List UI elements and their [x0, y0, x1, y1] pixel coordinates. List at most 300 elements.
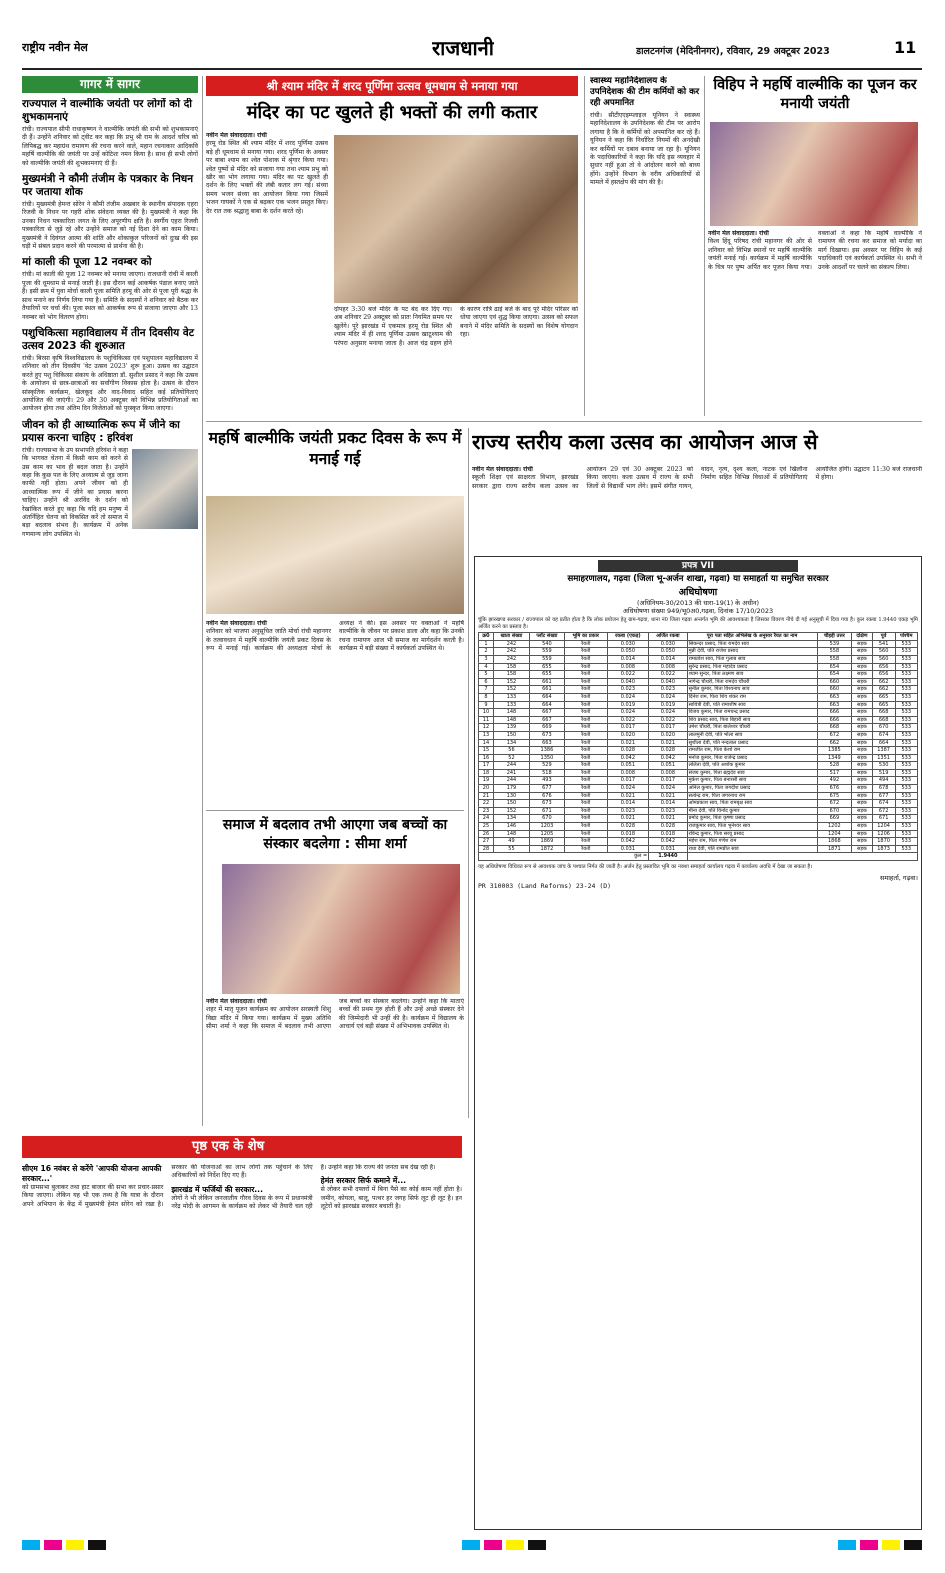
notice-table-cell: 179	[493, 785, 529, 793]
notice-table-cell: 0.023	[607, 807, 649, 815]
top-story-body-2: दोपहर 3:30 बजे मंदिर के पट बंद कर दिए गए। अब शनिवार 29 अक्टूबर को प्रातः नियमित समय पर खुलेंगे। पूरे झारखंड में एकमात्र हरमू रोड स्थित श्री श्याम मंदिर में ही शरद पूर्णिमा उत्सव खाटूश्याम की परंपरा अनुसार मनाया जाता है। आज चंद्र ग्रहण होने के कारण रात्रि ढाई बजे के बाद पूरे मंदिर परिसर को धोया जाएगा एवं शुद्ध किया जाएगा। उत्सव को सफल बनाने में मंदिर समिति के सदस्यों का विशेष योगदान रहा।	[334, 306, 578, 347]
notice-table-cell: सड़क	[852, 640, 873, 648]
notice-table-row	[479, 785, 918, 793]
notice-table-cell: 665	[872, 701, 895, 709]
notice-table-cell: 24	[479, 815, 494, 823]
notice-table-cell: 4	[479, 663, 494, 671]
notice-table-cell: 28	[479, 845, 494, 853]
notice-table-cell: सड़क	[852, 678, 873, 686]
notice-table-row	[479, 739, 918, 747]
notice-table-cell: 0.024	[649, 785, 687, 793]
notice-table-cell: 0.008	[607, 663, 649, 671]
notice-table-cell: रैयती	[564, 830, 607, 838]
notice-table-cell: 663	[529, 739, 564, 747]
byline: नवीन मेल संवाददाता। रांची	[708, 230, 769, 237]
notice-table-cell: उमेश चौधरी, पिता बालेश्वर चौधरी	[687, 724, 817, 732]
notice-table-row	[479, 792, 918, 800]
notice-table-cell: सड़क	[852, 739, 873, 747]
continuation-banner: पृष्ठ एक के शेष	[22, 1136, 462, 1158]
notice-table-cell: 671	[529, 807, 564, 815]
notice-table-cell: सड़क	[852, 747, 873, 755]
notice-table-cell: राजकुमार साव, पिता भुनेश्वर साव	[687, 823, 817, 831]
notice-table-cell: सड़क	[852, 823, 873, 831]
notice-table-cell: 533	[895, 792, 917, 800]
registration-mark-cyan	[22, 1540, 40, 1550]
registration-mark-black	[528, 1540, 546, 1550]
story-text: शहर में मातृ पूजन कार्यक्रम का आयोजन सरस्वती शिशु विद्या मंदिर में किया गया। कार्यक्रम में मुख्य अतिथि सीमा शर्मा ने कहा कि समाज में बदलाव तभी आएगा जब बच्चों का संस्कार बदलेगा। उन्होंने कहा कि माताएं बच्चों की प्रथम गुरु होती हैं और उन्हें अच्छे संस्कार देने की जिम्मेदारी भी उन्हीं की है। कार्यक्रम में विद्यालय के आचार्य एवं बड़ी संख्या में अभिभावक उपस्थित थे।	[206, 998, 464, 1031]
notice-table-cell: 528	[817, 762, 852, 770]
notice-table-cell: 540	[529, 640, 564, 648]
notice-table-cell: 493	[529, 777, 564, 785]
col-header: दक्षिण	[852, 633, 873, 641]
notice-office: समाहरणालय, गढ़वा (जिला भू-अर्जन शाखा, गढ़वा) या समाहर्ता या समुचित सरकार	[567, 574, 829, 584]
notice-table-cell: 533	[895, 663, 917, 671]
notice-table-cell: 670	[817, 807, 852, 815]
col-header: अर्जित रकबा	[649, 633, 687, 641]
notice-table-row	[479, 709, 918, 717]
notice-table-cell: 0.019	[649, 701, 687, 709]
notice-table-cell: सड़क	[852, 777, 873, 785]
notice-table-row	[479, 701, 918, 709]
sanskar-photo	[222, 864, 460, 994]
notice-table-cell: सड़क	[852, 754, 873, 762]
notice-table-row	[479, 769, 918, 777]
continuation-column	[22, 1164, 462, 1526]
column-rule	[584, 76, 585, 416]
notice-table-cell: सुशीला देवी, पति नन्दलाल प्रसाद	[687, 739, 817, 747]
notice-table-cell: सड़क	[852, 686, 873, 694]
notice-table-cell: सड़क	[852, 769, 873, 777]
notice-table-cell: सड़क	[852, 800, 873, 808]
sanskar-body	[206, 998, 464, 1118]
notice-table-cell: रैयती	[564, 640, 607, 648]
kala-headline: राज्य स्तरीय कला उत्सव का आयोजन आज से	[472, 430, 818, 454]
notice-table-cell: 661	[529, 686, 564, 694]
notice-table-cell: 0.050	[649, 648, 687, 656]
notice-table-cell: सड़क	[852, 693, 873, 701]
notice-table-cell: 21	[479, 792, 494, 800]
notice-table-cell: रैयती	[564, 724, 607, 732]
notice-table-cell: 0.028	[607, 823, 649, 831]
notice-table-cell: 656	[872, 663, 895, 671]
notice-table-cell: 533	[895, 800, 917, 808]
brief-3	[22, 256, 198, 321]
notice-table-cell: रैयती	[564, 769, 607, 777]
notice-table-cell: 244	[493, 777, 529, 785]
continuation-body: को ग्रामसभा बुलाकर तथा हाट बाजार की सभा कर प्रचार-प्रसार किया जाएगा। लेकिन यह भी एक तथ्य है कि यात्रा के दौरान अपने अभियान के केंद्र में मुख्यमंत्री हेमंत सोरेन को रखा है। सरकार की योजनाओं का लाभ लोगों तक पहुंचाने के लिए अधिकारियों को निर्देश दिए गए हैं।	[22, 1164, 313, 1208]
notice-table-cell: 674	[872, 731, 895, 739]
registration-mark-magenta	[860, 1540, 878, 1550]
notice-table-cell: 1	[479, 640, 494, 648]
brief-body: रांची। बिरसा कृषि विश्वविद्यालय के पशुचिकित्सा एवं पशुपालन महाविद्यालय में शनिवार को तीन दिवसीय 'वेट उत्सव 2023' शुरू हुआ। उत्सव का उद्घाटन करते हुए पशु चिकित्सा संकाय के अधिष्ठाता डॉ. सुशील प्रसाद ने कहा कि उत्सव के आयोजन से छात्र-छात्राओं का सर्वांगीण विकास होता है। उत्सव के दौरान सांस्कृतिक कार्यक्रम, खेलकूद और वाद-विवाद सहित कई प्रतियोगिताएं आयोजित की जाएंगी। 29 और 30 अक्टूबर को विभिन्न प्रतियोगिताओं का आयोजन होगा तथा अंतिम दिन विजेताओं को पुरस्कृत किया जाएगा।	[22, 354, 198, 413]
notice-table-cell: 1868	[817, 838, 852, 846]
notice-table-cell: 533	[895, 807, 917, 815]
notice-table-cell: 675	[817, 792, 852, 800]
notice-table-cell: 533	[895, 655, 917, 663]
notice-table-cell: 0.024	[607, 709, 649, 717]
notice-table-cell: सड़क	[852, 838, 873, 846]
brief-headline: जीवन को ही आध्यात्मिक रूप में जीने का प्रयास करना चाहिए : हरिवंश	[22, 418, 180, 444]
notice-table-cell: नागेन्द्र चौधरी, पिता रामदेव चौधरी	[687, 678, 817, 686]
notice-table-cell: 2	[479, 648, 494, 656]
notice-table-cell: 672	[817, 800, 852, 808]
byline: नवीन मेल संवाददाता। रांची	[206, 998, 267, 1005]
notice-table-cell: 19	[479, 777, 494, 785]
registration-mark-black	[88, 1540, 106, 1550]
notice-table-body	[479, 640, 918, 853]
notice-table-cell: 671	[872, 815, 895, 823]
notice-table-header	[479, 633, 918, 641]
col-header: प्लॉट संख्या	[529, 633, 564, 641]
notice-table-row	[479, 693, 918, 701]
notice-table-cell: 242	[493, 648, 529, 656]
notice-table-cell: दिनेश राम, पिता शिव शंकर राम	[687, 693, 817, 701]
notice-table-cell: सिकन्दर प्रसाद, पिता रामदेव साव	[687, 640, 817, 648]
notice-table-cell: 672	[872, 807, 895, 815]
notice-table-cell: शिव प्रसाद साव, पिता बिहारी साव	[687, 716, 817, 724]
notice-table-cell: रैयती	[564, 655, 607, 663]
col-header: पूर्व	[872, 633, 895, 641]
notice-table-cell: 559	[529, 648, 564, 656]
notice-table-cell: 494	[872, 777, 895, 785]
health-body: रांची। सीटीएएइम्प्लाइज यूनियन ने स्वास्थ्य महानिदेशालय के उपनिदेशक की टीम पर आरोप लगाया है कि वे कर्मियों को अपमानित कर रहे हैं। यूनियन ने कहा कि निर्धारित नियमों की अनदेखी कर कर्मियों पर दबाव बनाया जा रहा है। यूनियन के पदाधिकारियों ने कहा कि यदि इस व्यवहार में सुधार नहीं हुआ तो वे आंदोलन करने को बाध्य होंगे। उन्होंने विभाग के वरीय अधिकारियों से मामले में हस्तक्षेप की मांग की है।	[590, 112, 700, 187]
notice-table-cell: 0.021	[607, 792, 649, 800]
notice-table-cell: 677	[872, 792, 895, 800]
notice-table-cell: 676	[529, 792, 564, 800]
registration-mark-magenta	[484, 1540, 502, 1550]
notice-table-cell: 0.021	[649, 815, 687, 823]
notice-table-cell: रैयती	[564, 807, 607, 815]
col-header: खाता संख्या	[493, 633, 529, 641]
notice-table-cell: 1202	[817, 823, 852, 831]
notice-signatory: समाहर्ता, गढ़वा।	[879, 873, 918, 882]
notice-table-cell: 533	[895, 671, 917, 679]
notice-table-cell: 666	[817, 709, 852, 717]
notice-table-cell: 0.014	[607, 800, 649, 808]
notice-table-cell: 0.030	[649, 640, 687, 648]
notice-table-cell: 8	[479, 693, 494, 701]
notice-table-cell: 22	[479, 800, 494, 808]
notice-table-cell: संजय कुमार, पिता ब्रह्मदेव साव	[687, 769, 817, 777]
notice-act: (अधिनियम-30/2013 की धारा-19(1) के अधीन)	[636, 599, 760, 607]
notice-table-cell: सुरेन्द्र प्रसाद, पिता महादेव प्रसाद	[687, 663, 817, 671]
notice-table-cell: 530	[872, 762, 895, 770]
notice-table-cell: 663	[817, 693, 852, 701]
notice-table-cell: 654	[817, 663, 852, 671]
notice-table-cell: 0.022	[607, 671, 649, 679]
notice-table-cell: 23	[479, 807, 494, 815]
notice-table-cell: 663	[817, 701, 852, 709]
notice-table-cell: 0.008	[607, 769, 649, 777]
total-value: 1.9440	[649, 853, 687, 861]
notice-table-cell: 533	[895, 739, 917, 747]
notice-table-cell: 669	[817, 815, 852, 823]
continuation-item	[321, 1176, 462, 1211]
notice-table-cell: 664	[872, 739, 895, 747]
notice-table-cell: 0.008	[649, 769, 687, 777]
notice-table-cell: 0.021	[649, 792, 687, 800]
notice-table-cell: 0.021	[607, 739, 649, 747]
brief-headline: राज्यपाल ने वाल्मीकि जयंती पर लोगों को दी शुभकामनाएं	[22, 98, 192, 123]
notice-table-cell: 670	[529, 815, 564, 823]
notice-table-cell: 1204	[872, 823, 895, 831]
notice-table-cell: 662	[872, 686, 895, 694]
notice-table-cell: सड़क	[852, 807, 873, 815]
notice-table-cell: 533	[895, 785, 917, 793]
notice-total-row	[479, 853, 918, 861]
notice-table-cell: सड़क	[852, 648, 873, 656]
notice-table-cell: 656	[872, 671, 895, 679]
notice-table-cell: 529	[529, 762, 564, 770]
notice-table-cell: 6	[479, 678, 494, 686]
notice-table-cell: 0.021	[607, 815, 649, 823]
notice-table-cell: 668	[872, 709, 895, 717]
notice-table-row	[479, 640, 918, 648]
notice-table-cell: 0.023	[607, 686, 649, 694]
notice-table-cell: 677	[529, 785, 564, 793]
notice-table-cell: 13	[479, 731, 494, 739]
notice-table-cell: सड़क	[852, 731, 873, 739]
notice-table-cell: 672	[817, 731, 852, 739]
notice-table-row	[479, 838, 918, 846]
notice-table-row	[479, 845, 918, 853]
notice-table-cell: 0.042	[607, 838, 649, 846]
notice-table-cell: रैयती	[564, 777, 607, 785]
notice-table-cell: 558	[817, 648, 852, 656]
notice-table-cell: 1350	[529, 754, 564, 762]
notice-table-cell: 674	[872, 800, 895, 808]
notice-table-cell: 0.051	[607, 762, 649, 770]
notice-table-cell: 130	[493, 792, 529, 800]
notice-table-cell: 519	[872, 769, 895, 777]
notice-table-cell: 517	[817, 769, 852, 777]
notice-table-row	[479, 731, 918, 739]
land-notice	[474, 556, 922, 1530]
notice-table-row	[479, 716, 918, 724]
notice-table-cell: रैयती	[564, 663, 607, 671]
notice-table-cell: 666	[817, 716, 852, 724]
notice-table-cell: रैयती	[564, 838, 607, 846]
shyam-mandir-photo	[334, 135, 578, 303]
masthead	[22, 30, 922, 70]
notice-table-cell: 1203	[529, 823, 564, 831]
notice-table-cell: 667	[529, 716, 564, 724]
notice-table-cell: 25	[479, 823, 494, 831]
notice-table-cell: रैयती	[564, 815, 607, 823]
notice-table-cell: सड़क	[852, 845, 873, 853]
notice-table-cell: 20	[479, 785, 494, 793]
byline: नवीन मेल संवाददाता। रांची	[472, 466, 533, 473]
notice-table-cell: लालमुनी देवी, पति भोला साव	[687, 731, 817, 739]
continuation-body: से लोकर सभी दफ्तरों में बिना पैसे का कोई काम नहीं होता है। जमीन, कोयला, बालू, पत्थर हर जगह सिर्फ लूट ही लूट है। इन लूटेरों को झारखंड सरकार बचाती है।	[320, 1186, 462, 1211]
notice-table-cell: 533	[895, 693, 917, 701]
notice-table-cell: रैयती	[564, 709, 607, 717]
notice-table-cell: 12	[479, 724, 494, 732]
notice-table-cell: 49	[493, 838, 529, 846]
notice-table-cell: 148	[493, 716, 529, 724]
notice-table-cell: 533	[895, 830, 917, 838]
notice-table-cell: रैयती	[564, 785, 607, 793]
notice-table-cell: 0.028	[607, 747, 649, 755]
notice-table-cell: विजय कुमार, पिता रामचन्द्र प्रसाद	[687, 709, 817, 717]
notice-ref: अधिघोषणा संख्या 949/भू0अ0,गढ़वा, दिनांक 17/10/2023	[622, 607, 774, 615]
column-rule	[202, 76, 203, 1126]
notice-table-cell: 533	[895, 716, 917, 724]
notice-table-cell: रविन्द्र कुमार, पिता सरयू प्रसाद	[687, 830, 817, 838]
continuation-headline: सीएम 16 नवंबर से करेंगे 'आपकी योजना आपकी सरकार...'	[22, 1164, 162, 1183]
brief-body: रांची। राज्यसभा के उप सभापति हरिवंश ने कहा कि भागवत चेतना में किसी काम को करने से उस काम का भाव ही बदल जाता है। उन्होंने कहा कि कुछ पल के लिए अध्यात्म से जुड़ जाना काफी नहीं होता। अपने जीवन को ही आध्यात्मिक रूप में जीने का प्रयास करना चाहिए। उन्होंने श्री अरविंद के दर्शन को रेखांकित करते हुए कहा कि यदि हम मनुष्य में अंतर्निहित चेतना को विकसित करें तो समाज में बड़ा बदलाव संभव है। कार्यक्रम में अनेक गणमान्य लोग उपस्थित थे।	[22, 446, 128, 538]
notice-table-cell: 0.024	[607, 785, 649, 793]
notice-table-row	[479, 655, 918, 663]
column-rule	[468, 428, 469, 1118]
registration-mark-cyan	[462, 1540, 480, 1550]
col-header: भूमि का प्रकार	[564, 633, 607, 641]
notice-table-row	[479, 747, 918, 755]
notice-table-cell: 655	[529, 671, 564, 679]
notice-table-cell: 139	[493, 724, 529, 732]
vhp-photo	[710, 122, 918, 226]
notice-table-cell: रैयती	[564, 686, 607, 694]
health-story	[590, 76, 700, 416]
notice-table-cell: 660	[817, 678, 852, 686]
notice-table-cell: 492	[817, 777, 852, 785]
notice-table-cell: 0.051	[649, 762, 687, 770]
brief-body: रांची। मां काली की पूजा 12 नवम्बर को मनाया जाएगा। राजधानी रांची में काली पूजा की धूमधाम से मनाई जाती है। इस दौरान कई आकर्षक पंडाल बनाए जाते हैं। इसी क्रम में युवा मोर्चा काली पूजा समिति हरमू की ओर से पूजा पूरी श्रद्धा के साथ मनाने का निर्णय लिया गया है। समिति के सदस्यों ने शनिवार को बैठक कर तैयारियों पर चर्चा की। पूजा स्थल को आकर्षक रूप से सजाया जाएगा और 13 नवम्बर को भोग वितरण होगा।	[22, 271, 198, 321]
notice-table-cell: 134	[493, 815, 529, 823]
notice-table-cell: सड़क	[852, 792, 873, 800]
notice-intro: चूंकि झारखण्ड सरकार / राज्यपाल को यह प्रतीत होता है कि लोक प्रयोजन हेतु ग्राम-गढ़वा, थाना नं0 जिला गढ़वा अन्तर्गत भूमि की आवश्यकता है जिसका विवरण नीचे दी गई अनुसूची में दिया गया है। कुल रकबा 1.9440 एकड़ भूमि अर्जित करने का प्रस्ताव है।	[478, 617, 918, 630]
notice-table-cell: 1386	[529, 747, 564, 755]
registration-mark-yellow	[882, 1540, 900, 1550]
notice-table-cell: 1872	[529, 845, 564, 853]
notice-table-cell: 533	[895, 769, 917, 777]
continuation-body: लोगों ने भी लेकिन जनजातीय गौरव दिवस के रूप में प्रधानमंत्री नरेंद्र मोदी के आगमन के कार्यक्रम को लेकर भी तैयारी चल रही है। उन्होंने कहा कि राज्य की जनता सब देख रही है।	[171, 1164, 436, 1211]
notice-table-cell: सत्येन्द्र राम, पिता जगरनाथ राम	[687, 792, 817, 800]
notice-table-cell: मुन्नी देवी, पति राजेश प्रसाद	[687, 648, 817, 656]
notice-table-cell: 26	[479, 830, 494, 838]
notice-table-cell: सड़क	[852, 671, 873, 679]
notice-table-cell: 27	[479, 838, 494, 846]
notice-table-row	[479, 800, 918, 808]
notice-table-cell: 0.018	[607, 830, 649, 838]
notice-table-cell: 1869	[529, 838, 564, 846]
continuation-headline: झारखंड में फर्जियों की सरकार...	[171, 1184, 263, 1194]
notice-table-cell: रैयती	[564, 823, 607, 831]
notice-table-row	[479, 830, 918, 838]
registration-mark-magenta	[44, 1540, 62, 1550]
brief-headline: मां काली की पूजा 12 नवम्बर को	[22, 256, 152, 269]
notice-table-cell: 541	[872, 640, 895, 648]
notice-table-cell: 0.022	[649, 716, 687, 724]
notice-table-cell: 0.017	[607, 724, 649, 732]
notice-table-cell: 533	[895, 648, 917, 656]
notice-table-cell: 5	[479, 671, 494, 679]
notice-table-cell: 673	[529, 800, 564, 808]
notice-table-cell: 11	[479, 716, 494, 724]
notice-table-cell: 533	[895, 823, 917, 831]
notice-table-cell: 1385	[817, 747, 852, 755]
notice-table-row	[479, 663, 918, 671]
notice-table-cell: 152	[493, 686, 529, 694]
kala-body	[472, 466, 922, 550]
notice-table-cell: 662	[817, 739, 852, 747]
notice-table-cell: 533	[895, 838, 917, 846]
notice-table-cell: 539	[817, 640, 852, 648]
notice-table-cell: 0.020	[607, 731, 649, 739]
registration-strip	[22, 1540, 922, 1552]
notice-table-row	[479, 678, 918, 686]
notice-table-cell: 148	[493, 830, 529, 838]
notice-table-cell: रामप्रवेश साव, पिता गुलाब साव	[687, 655, 817, 663]
notice-table-cell: सड़क	[852, 701, 873, 709]
notice-table-cell: 0.042	[607, 754, 649, 762]
notice-table-cell: राधा देवी, पति रामप्रीत साव	[687, 845, 817, 853]
notice-table-cell: 56	[493, 747, 529, 755]
notice-table-cell: 1871	[817, 845, 852, 853]
notice-table-cell: 664	[529, 701, 564, 709]
brief-1	[22, 98, 198, 168]
notice-table-row	[479, 686, 918, 694]
notice-table-cell: 0.040	[607, 678, 649, 686]
notice-table-cell: 533	[895, 724, 917, 732]
notice-table-cell: मीना देवी, पति विनोद कुमार	[687, 807, 817, 815]
notice-table-cell: 18	[479, 769, 494, 777]
notice-table-cell: 533	[895, 640, 917, 648]
notice-table-cell: मुकेश कुमार, पिता बनारसी साव	[687, 777, 817, 785]
notice-table-cell: श्याम सुन्दर, पिता लक्ष्मण साव	[687, 671, 817, 679]
notice-table-cell: 559	[529, 655, 564, 663]
notice-table-cell: 560	[872, 655, 895, 663]
notice-table-row	[479, 754, 918, 762]
notice-table-cell: रैयती	[564, 731, 607, 739]
notice-table-cell: 669	[529, 724, 564, 732]
notice-table-cell: रैयती	[564, 762, 607, 770]
registration-mark-cyan	[838, 1540, 856, 1550]
notice-table-cell: 1205	[529, 830, 564, 838]
notice-table-cell: सड़क	[852, 716, 873, 724]
notice-table-cell: 668	[872, 716, 895, 724]
harivansh-photo	[132, 449, 198, 529]
notice-table-cell: 533	[895, 762, 917, 770]
notice-table-cell: 664	[529, 693, 564, 701]
notice-table-cell: 533	[895, 777, 917, 785]
registration-mark-yellow	[506, 1540, 524, 1550]
valmiki-headline: महर्षि बाल्मीकि जयंती प्रकट दिवस के रूप में मनाई गई	[208, 429, 462, 468]
notice-code: प्रपत्र VII	[598, 560, 798, 572]
notice-table-cell: 654	[817, 671, 852, 679]
notice-table-cell: रैयती	[564, 648, 607, 656]
notice-table-cell: 146	[493, 823, 529, 831]
notice-table-cell: 1387	[872, 747, 895, 755]
notice-table-cell: 242	[493, 655, 529, 663]
notice-table-cell: 158	[493, 671, 529, 679]
notice-table-cell: 16	[479, 754, 494, 762]
notice-table-cell: सड़क	[852, 830, 873, 838]
notice-table-cell: 662	[872, 678, 895, 686]
notice-table-cell: 0.017	[649, 724, 687, 732]
notice-table-cell: 241	[493, 769, 529, 777]
notice-table-cell: 0.014	[607, 655, 649, 663]
notice-table-row	[479, 648, 918, 656]
col-header: क्र0	[479, 633, 494, 641]
notice-table-row	[479, 671, 918, 679]
notice-table-cell: 0.022	[607, 716, 649, 724]
notice-table-cell: ललिता देवी, पति अशोक कुमार	[687, 762, 817, 770]
notice-table-cell: 676	[817, 785, 852, 793]
notice-table-cell: सड़क	[852, 655, 873, 663]
notice-table-row	[479, 815, 918, 823]
notice-table-cell: 148	[493, 709, 529, 717]
